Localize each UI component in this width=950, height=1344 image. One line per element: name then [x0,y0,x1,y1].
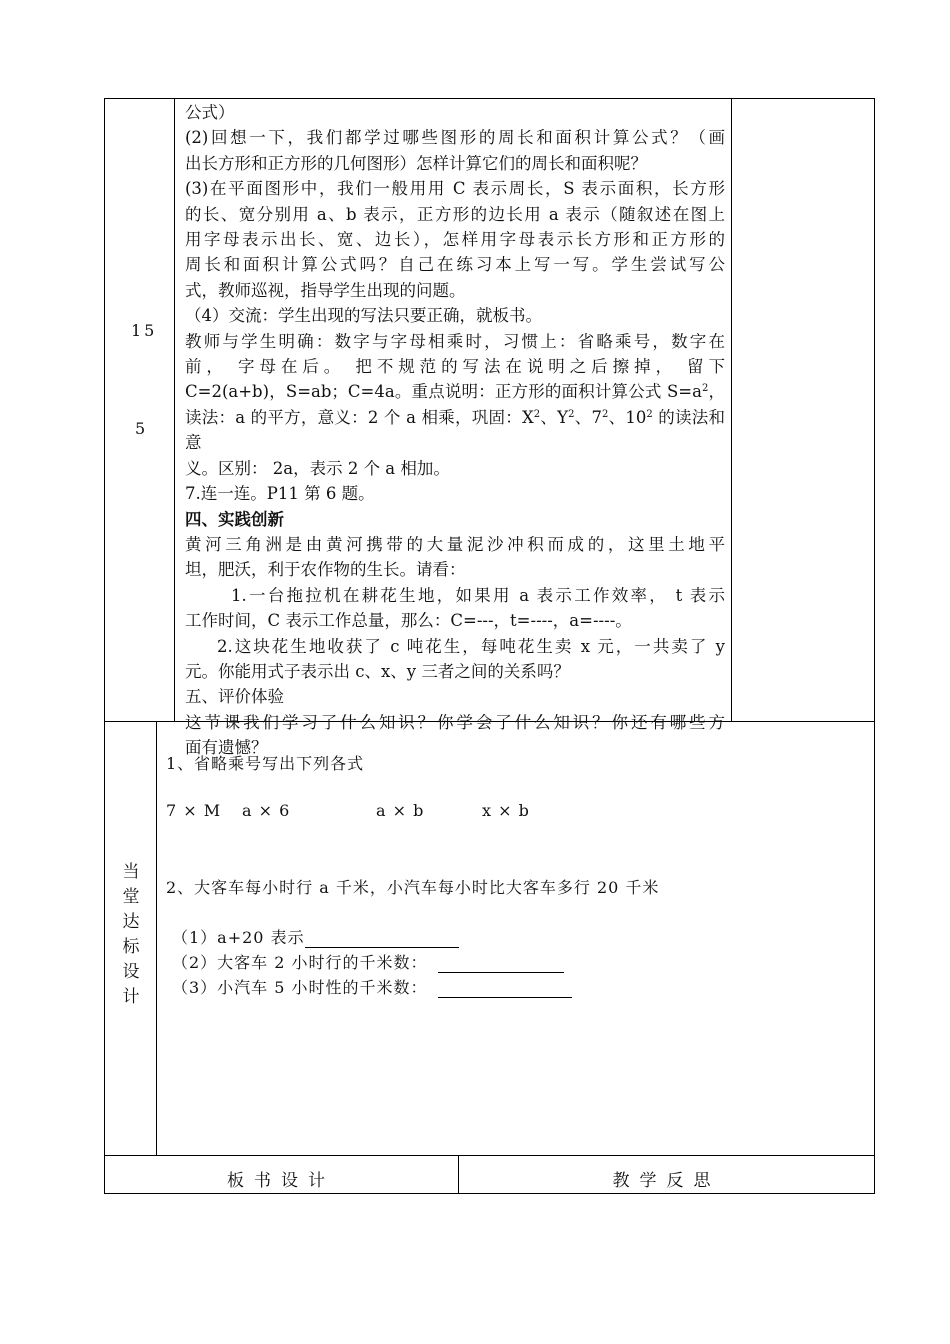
line-13-e: 的读法和意 [185,407,725,453]
section-heading-5: 五、评价体验 [185,687,284,707]
superscript: 2 [646,408,653,420]
time-value-2: 5 [135,419,149,438]
line-5: 的长、宽分别用 a、b 表示，正方形的边长用 a 表示（随叙述在图上 [185,204,725,224]
line-10: 教师与学生明确：数字与字母相乘时，习惯上：省略乘号，数字在 [185,331,725,351]
sub-1-text: （1）a+20 表示 [172,928,305,947]
section-heading-4: 四、实践创新 [185,509,284,529]
superscript: 2 [533,408,541,420]
exercise-2-sub-1 [172,925,459,948]
line-13-a: 读法：a 的平方，意义：2 个 a 相乘，巩固：X [185,407,534,427]
line-22: 元。你能用式子表示出 c、x、y 三者之间的关系吗？ [185,661,570,681]
sub-3-text: （3）小汽车 5 小时性的千米数： [172,978,428,997]
exercise-1-item-c: a × b [376,801,425,820]
line-7: 周长和面积计算公式吗？自己在练习本上写一写。学生尝试写公 [185,255,725,275]
line-13-d: 、10 [608,407,647,427]
label-char: 达 [122,912,140,932]
exercise-1-title: 1、省略乘号写出下列各式 [166,754,365,773]
line-11: 前， 字母在后。 把不规范的写法在说明之后擦掉， 留下 [185,357,725,377]
exercise-1-item-a: 7 × M [166,801,222,820]
teaching-process-text [185,100,725,761]
exercise-1-item-b: a × 6 [242,801,291,820]
section-label-classroom-target [105,860,157,1010]
divider-row-2 [104,1155,875,1156]
answer-blank[interactable] [305,931,459,948]
superscript: 2 [568,408,575,420]
label-char: 设 [122,962,140,982]
answer-blank[interactable] [438,956,564,973]
line-21: 2.这块花生地收获了 c 吨花生，每吨花生卖 x 元，一共卖了 y [217,636,725,656]
line-1: 公式） [185,103,235,122]
label-char: 标 [122,937,140,957]
line-9: （4）交流：学生出现的写法只要正确，就板书。 [185,306,542,326]
footer-teaching-reflection: 教学反思 [612,1171,721,1191]
label-char: 堂 [122,887,140,907]
exercise-1-item-d: x × b [482,801,530,820]
line-4: (3)在平面图形中，我们一般用用 C 表示周长，S 表示面积，长方形 [185,179,725,199]
line-18: 坦，肥沃，利于农作物的生长。请看： [185,560,466,580]
line-12-end: ， [708,382,725,402]
exercise-2-sub-3 [172,975,572,998]
footer-board-design: 板书设计 [227,1171,335,1191]
line-2: (2)回想一下，我们都学过哪些图形的周长和面积计算公式？（画 [185,128,725,148]
time-value-1: 15 [131,321,158,340]
line-25: 面有遗憾？ [185,738,268,758]
line-19: 1.一台拖拉机在耕花生地，如果用 a 表示工作效率， t 表示 [231,585,725,605]
answer-blank[interactable] [438,981,572,998]
line-13-c: 、7 [574,407,602,427]
line-12-main: C=2(a+b)，S=ab；C=4a。重点说明：正方形的面积计算公式 S=a [185,382,702,402]
line-8: 式，教师巡视，指导学生出现的问题。 [185,280,466,300]
line-15: 7.连一连。P11 第 6 题。 [185,484,375,504]
line-6: 用字母表示出长、宽、边长），怎样用字母表示长方形和正方形的 [185,230,725,250]
superscript: 2 [701,383,709,395]
line-12 [185,379,725,404]
line-13-b: 、Y [540,407,569,427]
line-24: 这节课我们学习了什么知识？你学会了什么知识？你还有哪些方 [185,712,725,732]
label-char: 计 [122,987,140,1007]
line-20: 工作时间，C 表示工作总量，那么：C=---，t=----，a=----。 [185,611,632,631]
line-14: 义。区别： 2a，表示 2 个 a 相加。 [185,458,450,478]
line-17: 黄河三角洲是由黄河携带的大量泥沙冲积而成的，这里土地平 [185,534,725,554]
exercise-2-sub-2 [172,950,564,973]
divider-col-2 [731,98,732,722]
label-char: 当 [122,862,140,882]
divider-col-1 [174,98,175,722]
line-3: 出长方形和正方形的几何图形）怎样计算它们的周长和面积呢？ [185,153,647,173]
superscript: 2 [601,408,609,420]
exercise-2-title: 2、大客车每小时行 a 千米，小汽车每小时比大客车多行 20 千米 [166,878,660,897]
line-13 [185,405,725,456]
sub-2-text: （2）大客车 2 小时行的千米数： [172,953,428,972]
